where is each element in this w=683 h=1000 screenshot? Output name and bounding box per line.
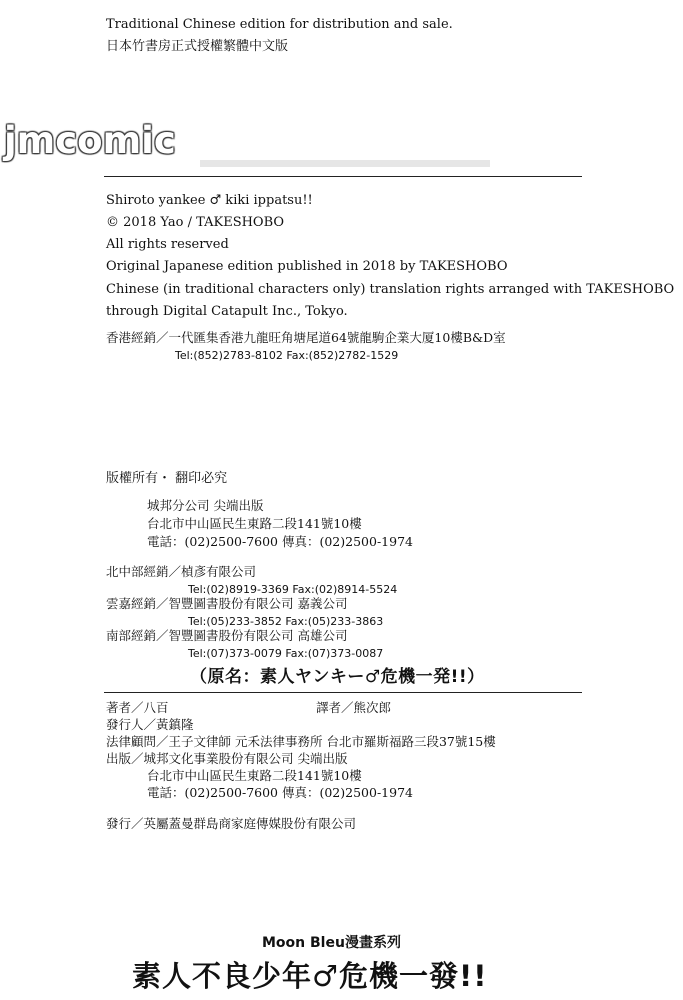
distributor-south-name: 南部經銷／智豐圖書股份有限公司 高雄公司 [106,628,348,643]
rights-title: Shiroto yankee ♂ kiki ippatsu!! [106,193,313,208]
distributor-south-contact: Tel:(07)373-0079 Fax:(07)373-0087 [188,647,384,660]
credit-publisher-address: 台北市中山區民生東路二段141號10樓 [147,768,362,783]
credit-issuer: 發行人／黃鎮隆 [106,717,194,732]
copyright-line: © 2018 Yao / TAKESHOBO [106,215,285,230]
chinese-license-notice: 日本竹書房正式授權繁體中文版 [106,39,289,54]
tw-branch: 城邦分公司 尖端出版 [147,498,264,513]
hk-distributor: 香港經銷／一代匯集香港九龍旺角塘尾道64號龍駒企業大厦10樓B&D室 [106,330,506,345]
distributor-north-contact: Tel:(02)8919-3369 Fax:(02)8914-5524 [188,583,398,596]
watermark-logo: jmcomic [4,119,176,162]
original-title-banner: （原名：素人ヤンキー♂危機一発!!） [182,660,493,689]
faded-text-remnant [200,160,490,167]
tw-phone: 電話：(02)2500-7600 傳真：(02)2500-1974 [147,534,413,549]
translation-agent: through Digital Catapult Inc., Tokyo. [106,304,348,319]
rights-notice: 版權所有・ 翻印必究 [106,471,228,486]
divider-bottom [104,692,582,693]
english-distribution-notice: Traditional Chinese edition for distribution and sale. [106,17,453,32]
distributor-chiayi-name: 雲嘉經銷／智豐圖書股份有限公司 嘉義公司 [106,596,348,611]
rights-reserved: All rights reserved [106,237,229,252]
divider-top [104,176,582,177]
distributor-north-name: 北中部經銷／楨彥有限公司 [106,564,257,579]
credit-distribution: 發行／英屬蓋曼群島商家庭傳媒股份有限公司 [106,816,357,831]
book-title: 素人不良少年♂危機一發!! [132,959,488,993]
original-edition: Original Japanese edition published in 2018 by TAKESHOBO [106,259,508,274]
credit-publisher: 出版／城邦文化事業股份有限公司 尖端出版 [106,751,348,766]
credit-author: 著者／八百 [106,700,169,715]
hk-contact: Tel:(852)2783-8102 Fax:(852)2782-1529 [175,349,399,362]
credit-publisher-phone: 電話：(02)2500-7600 傳真：(02)2500-1974 [147,785,413,800]
series-label: Moon Bleu漫畫系列 [262,935,401,951]
credit-legal: 法律顧問／王子文律師 元禾法律事務所 台北市羅斯福路三段37號15樓 [106,734,496,749]
tw-address: 台北市中山區民生東路二段141號10樓 [147,516,362,531]
credit-translator: 譯者／熊次郎 [316,700,392,715]
distributor-chiayi-contact: Tel:(05)233-3852 Fax:(05)233-3863 [188,615,384,628]
translation-rights: Chinese (in traditional characters only) translation rights arranged with TAKESHOBO [106,282,675,297]
